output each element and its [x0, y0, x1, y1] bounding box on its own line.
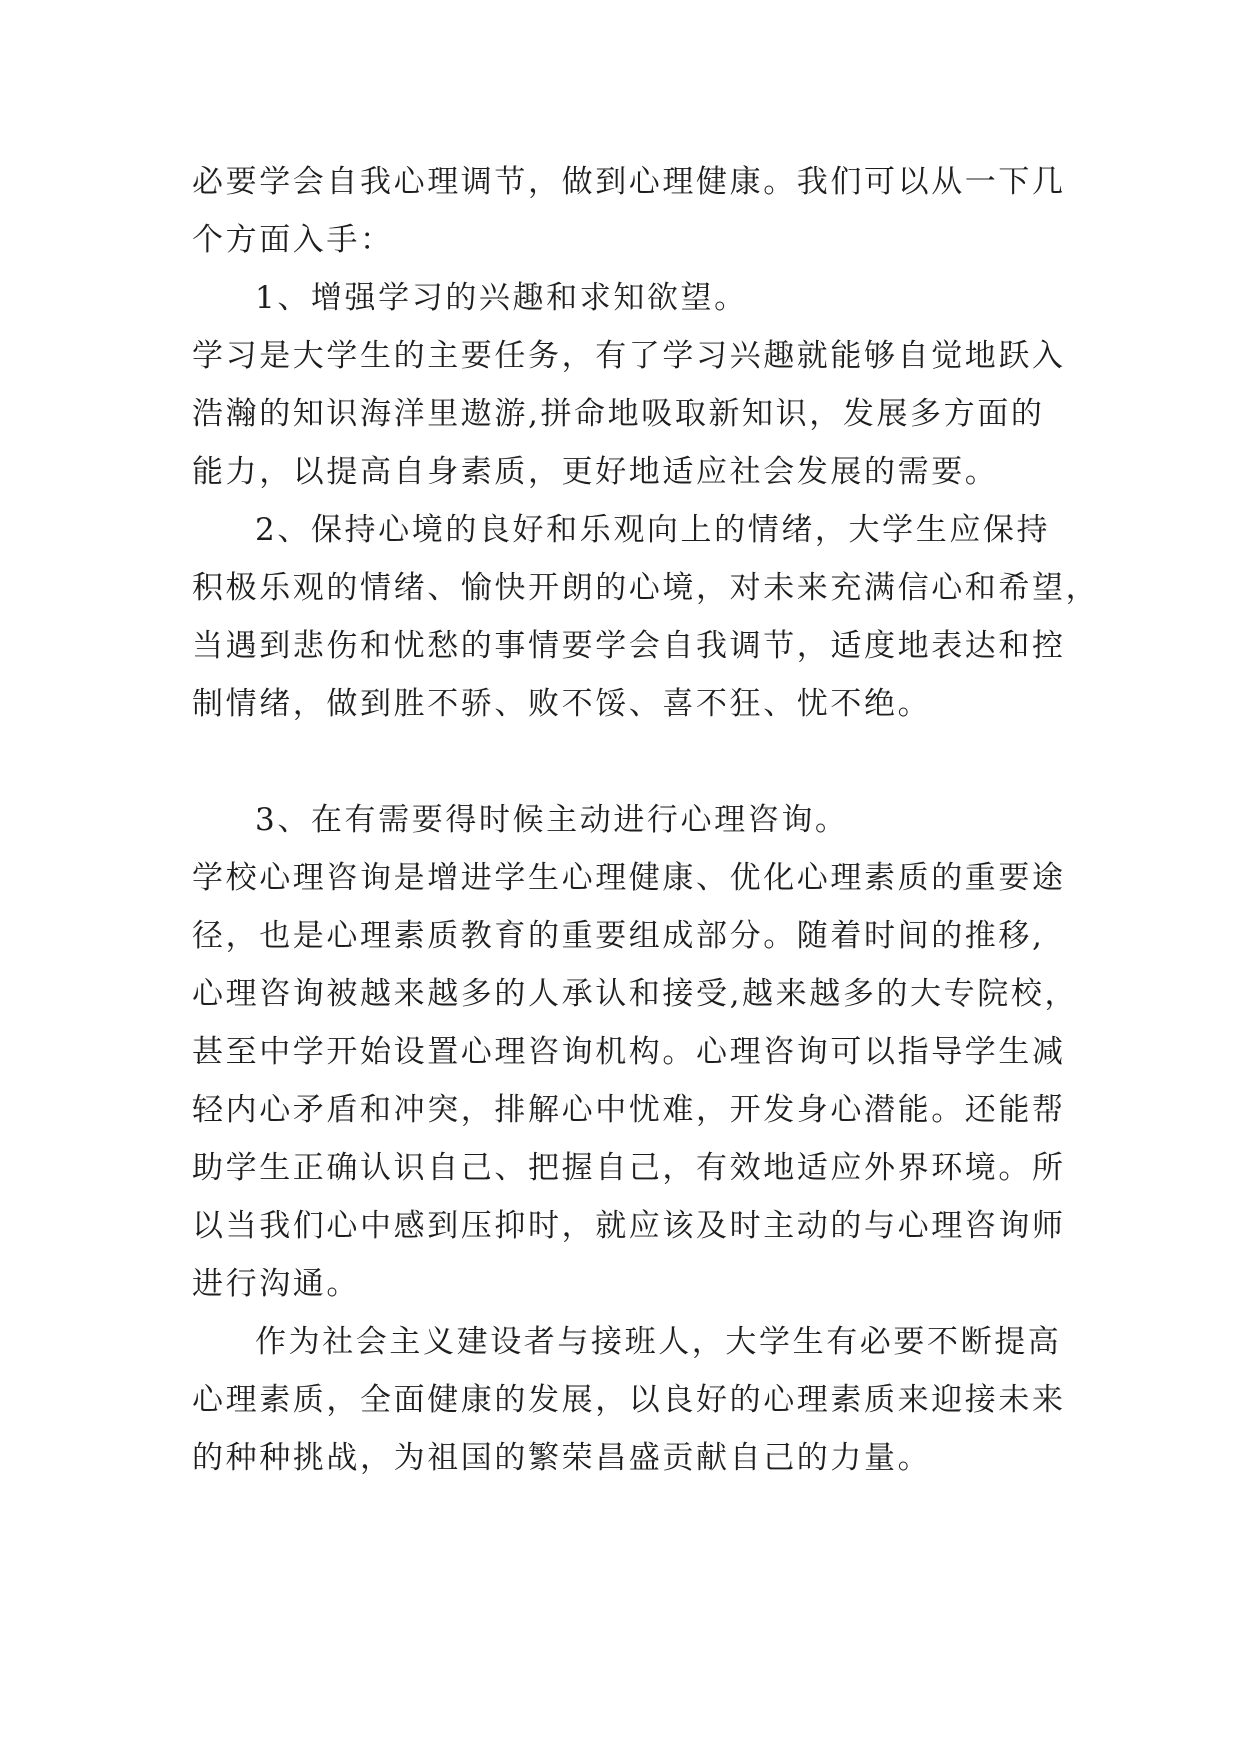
text-line: 轻内心矛盾和冲突，排解心中忧难，开发身心潜能。还能帮: [192, 1092, 1066, 1128]
section-heading: 3、在有需要得时候主动进行心理咨询。: [255, 802, 849, 838]
section-heading: 1、增强学习的兴趣和求知欲望。: [255, 280, 748, 316]
text-line: 的种种挑战，为祖国的繁荣昌盛贡献自己的力量。: [192, 1440, 932, 1476]
text-line: 作为社会主义建设者与接班人，大学生有必要不断提高: [255, 1324, 1062, 1360]
text-line: 积极乐观的情绪、愉快开朗的心境，对未来充满信心和希望，: [192, 570, 1100, 606]
text-line: 能力，以提高自身素质，更好地适应社会发展的需要。: [192, 454, 999, 490]
section-heading: 2、保持心境的良好和乐观向上的情绪，大学生应保持: [255, 512, 1051, 548]
text-line: 心理咨询被越来越多的人承认和接受,越来越多的大专院校，: [192, 976, 1079, 1012]
text-line: 学习是大学生的主要任务，有了学习兴趣就能够自觉地跃入: [192, 338, 1066, 374]
text-line: 助学生正确认识自己、把握自己，有效地适应外界环境。所: [192, 1150, 1066, 1186]
text-line: 当遇到悲伤和忧愁的事情要学会自我调节，适度地表达和控: [192, 628, 1066, 664]
text-line: 浩瀚的知识海洋里遨游,拼命地吸取新知识，发展多方面的: [192, 396, 1045, 432]
text-line: 心理素质，全面健康的发展，以良好的心理素质来迎接未来: [192, 1382, 1066, 1418]
text-line: 进行沟通。: [192, 1266, 360, 1302]
text-line: 学校心理咨询是增进学生心理健康、优化心理素质的重要途: [192, 860, 1066, 896]
text-line: 制情绪，做到胜不骄、败不馁、喜不狂、忧不绝。: [192, 686, 932, 722]
text-line: 必要学会自我心理调节，做到心理健康。我们可以从一下几: [192, 164, 1066, 200]
text-line: 以当我们心中感到压抑时，就应该及时主动的与心理咨询师: [192, 1208, 1066, 1244]
text-line: 径，也是心理素质教育的重要组成部分。随着时间的推移,: [192, 918, 1045, 954]
text-line: 个方面入手：: [192, 222, 394, 258]
text-line: 甚至中学开始设置心理咨询机构。心理咨询可以指导学生减: [192, 1034, 1066, 1070]
